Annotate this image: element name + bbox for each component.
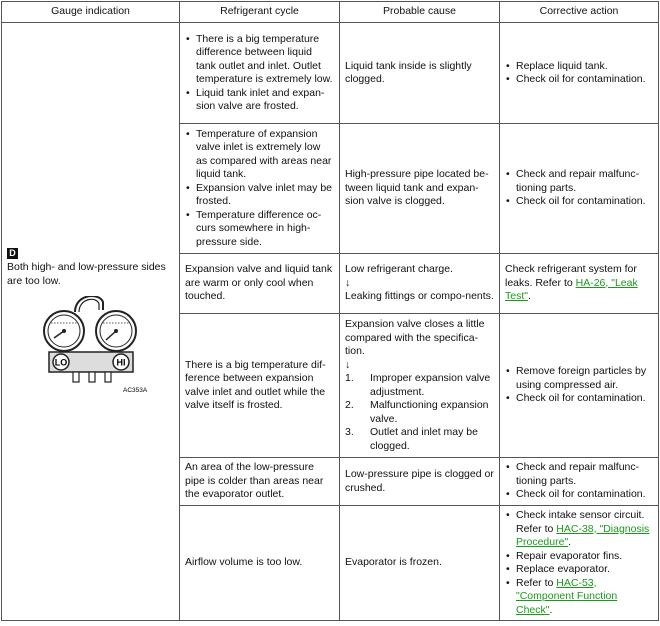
cause-intro: Expansion valve closes a little compared with the specifica-tion. xyxy=(345,318,485,357)
list-item: • Replace liquid tank. xyxy=(516,60,653,74)
item-text: Malfunctioning expansion valve. xyxy=(370,399,489,425)
gauge-manifold-illustration xyxy=(39,296,149,396)
list-item: • Check oil for contamination. xyxy=(516,488,653,502)
item-text: Refer to xyxy=(516,576,557,589)
action-cell xyxy=(500,254,659,314)
action-list xyxy=(505,461,653,502)
cause-line: Leaking fittings or compo-nents. xyxy=(345,290,494,303)
list-item xyxy=(345,372,494,399)
list-item xyxy=(516,509,653,550)
item-number: 1. xyxy=(345,372,354,384)
action-suffix: . xyxy=(527,290,531,303)
item-number: 2. xyxy=(345,399,354,411)
list-item: • Check oil for contamination. xyxy=(516,392,653,406)
header-cause: Probable cause xyxy=(340,2,500,23)
gauge-manifold-image xyxy=(39,296,149,396)
action-list xyxy=(505,60,653,87)
cycle-list xyxy=(185,33,334,114)
cause-cell xyxy=(340,254,500,314)
gauge-indication-cell xyxy=(2,23,180,621)
item-suffix: . xyxy=(549,603,553,616)
diagnosis-table xyxy=(1,1,659,621)
cycle-cell: Expansion valve and liquid tank are warm or only cool when touched. xyxy=(180,254,340,314)
list-item: • Temperature of expansion valve inlet is extremely low as compared with areas near liquid tank. xyxy=(196,128,334,182)
item-text: Outlet and inlet may be clogged. xyxy=(370,426,478,452)
action-list xyxy=(505,168,653,209)
header-gauge: Gauge indication xyxy=(2,2,180,23)
list-item: • Liquid tank inlet and expan-sion valve are frosted. xyxy=(196,87,334,114)
cycle-cell: There is a big temperature dif-ference between expansion valve inlet and outlet while the valve itself is frosted. xyxy=(180,314,340,458)
hi-label: HI xyxy=(116,357,126,368)
diagnosis-procedure-link[interactable]: HAC-38, "Diagnosis Procedure" xyxy=(516,522,650,548)
list-item xyxy=(345,399,494,426)
cause-cell xyxy=(340,314,500,458)
cause-numbered-list xyxy=(345,372,494,453)
cycle-cell: An area of the low-pressure pipe is colder than areas near the evaporator outlet. xyxy=(180,458,340,506)
list-item: • Check and repair malfunc-tioning parts. xyxy=(516,168,653,195)
cause-cell: Low-pressure pipe is clogged or crushed. xyxy=(340,458,500,506)
cycle-list xyxy=(185,128,334,250)
component-function-check-link[interactable]: HAC-53, "Component Function Check" xyxy=(516,576,618,616)
item-text: Replace evaporator. xyxy=(516,563,610,575)
header-row xyxy=(2,2,659,23)
action-cell xyxy=(500,506,659,621)
image-code: AC353A xyxy=(123,387,148,395)
list-item: • Expansion valve inlet may be frosted. xyxy=(196,182,334,209)
action-cell xyxy=(500,458,659,506)
cause-line: Low refrigerant charge. xyxy=(345,263,453,276)
cause-arrow: ↓ xyxy=(345,358,351,371)
cycle-cell xyxy=(180,124,340,254)
cause-arrow: ↓ xyxy=(345,276,351,289)
header-action: Corrective action xyxy=(500,2,659,23)
table-row xyxy=(2,23,659,124)
action-cell xyxy=(500,314,659,458)
cycle-cell xyxy=(180,23,340,124)
action-list xyxy=(505,365,653,406)
list-item: • Check and repair malfunc-tioning parts. xyxy=(516,461,653,488)
item-text: Repair evaporator fins. xyxy=(516,549,623,562)
item-text: Check intake sensor circuit. Refer to xyxy=(516,509,645,535)
action-text: Check refrigerant system for leaks. Refer to xyxy=(505,263,637,289)
item-number: 3. xyxy=(345,426,354,438)
item-suffix: . xyxy=(568,536,572,548)
list-item: • Temperature difference oc-curs somewhere in high-pressure side. xyxy=(196,209,334,250)
action-cell xyxy=(500,23,659,124)
action-cell xyxy=(500,124,659,254)
cycle-cell: Airflow volume is too low. xyxy=(180,506,340,621)
list-item xyxy=(345,426,494,453)
list-item xyxy=(516,550,653,564)
cause-cell: Evaporator is frozen. xyxy=(340,506,500,621)
list-item: • Check oil for contamination. xyxy=(516,73,653,87)
gauge-description: Both high- and low-pressure sides are too low. xyxy=(7,261,166,287)
lo-label: LO xyxy=(54,357,68,368)
list-item xyxy=(516,577,653,618)
header-cycle: Refrigerant cycle xyxy=(180,2,340,23)
item-text: Improper expansion valve adjustment. xyxy=(370,372,491,398)
leak-test-link[interactable]: HA-26, "Leak Test" xyxy=(505,276,638,303)
list-item: • Check oil for contamination. xyxy=(516,195,653,209)
gauge-letter-badge: D xyxy=(7,248,18,259)
action-list xyxy=(505,509,653,617)
list-item: • Remove foreign particles by using compressed air. xyxy=(516,365,653,392)
list-item xyxy=(516,563,653,577)
cause-cell: Liquid tank inside is slightly clogged. xyxy=(340,23,500,124)
list-item: • There is a big temperature difference between liquid tank outlet and inlet. Outlet temperature is extremely low. xyxy=(196,33,334,87)
cause-cell: High-pressure pipe located be-tween liquid tank and expan-sion valve is clogged. xyxy=(340,124,500,254)
